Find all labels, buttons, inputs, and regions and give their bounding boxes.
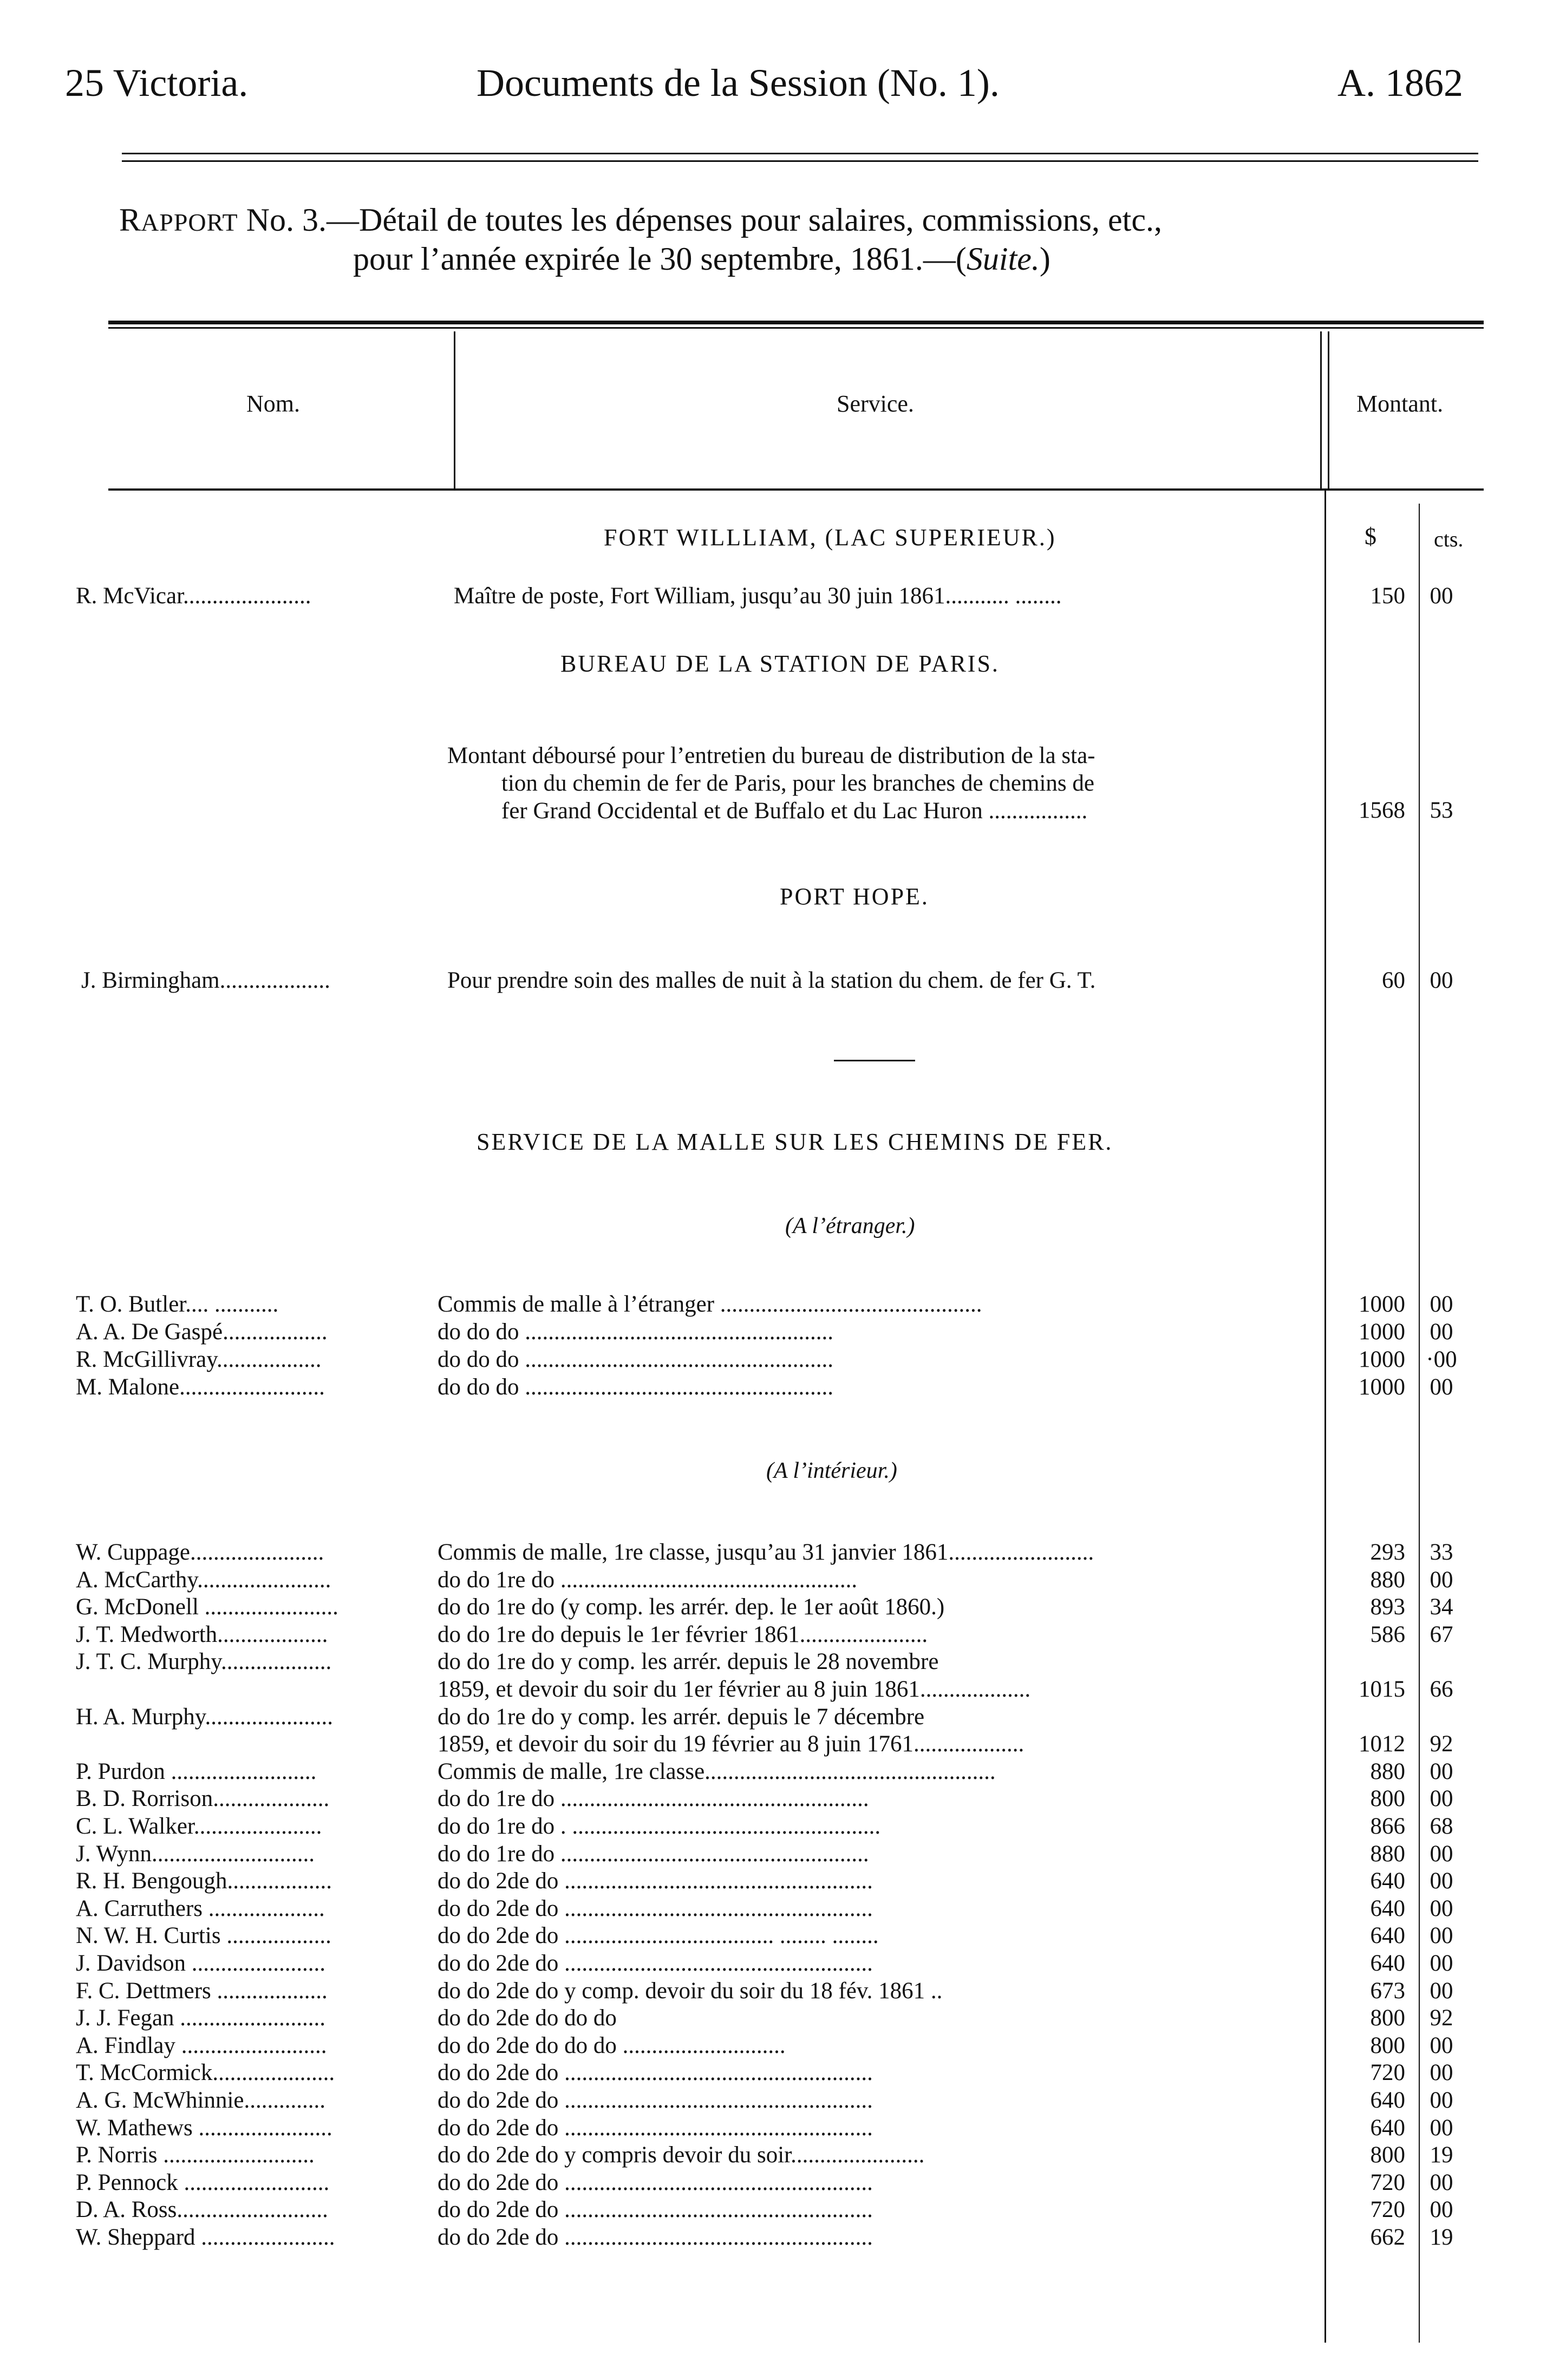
payee-name: H. A. Murphy...................... [76, 1704, 333, 1730]
payee-name: G. McDonell ....................... [76, 1594, 338, 1620]
paris-service-line-2: tion du chemin de fer de Paris, pour les branches de chemins de [501, 771, 1094, 796]
service-description: do do 2de do ..................................................... [438, 2169, 873, 2195]
service-description: do do 2de do ..................................................... [438, 2088, 873, 2113]
amount-dollars: 673 [1370, 1978, 1405, 2004]
section-divider-short [834, 1060, 915, 1061]
amount-cents: 00 [1430, 1868, 1453, 1894]
column-header-service: Service. [837, 390, 914, 417]
payee-name: T. McCormick..................... [76, 2060, 335, 2086]
column-divider-nom-service-head [454, 331, 455, 488]
service-description: do do 1re do ..................................................... [438, 1786, 869, 1812]
report-title-line1 [119, 201, 1162, 239]
amount-cents: 00 [1430, 1319, 1453, 1345]
column-header-nom: Nom. [246, 390, 300, 417]
amount-cents: 19 [1430, 2142, 1453, 2168]
report-title-smallcaps: APPORT [141, 208, 238, 236]
table-row [0, 1950, 1553, 1977]
service-description: Commis de malle, 1re classe.................................................. [438, 1758, 996, 1784]
amount-dollars: 866 [1370, 1814, 1405, 1839]
payee-name: W. Mathews ....................... [76, 2115, 332, 2141]
amount-cents: 00 [1430, 583, 1453, 609]
amount-cents: 92 [1430, 2005, 1453, 2031]
amount-cents: 34 [1430, 1594, 1453, 1620]
amount-dollars: 1568 [1359, 798, 1405, 823]
cents-label: cts. [1434, 527, 1464, 551]
amount-dollars: 880 [1370, 1758, 1405, 1784]
section-heading-fort-william: FORT WILLLIAM, (LAC SUPERIEUR.) [604, 524, 1056, 551]
amount-cents: 00 [1430, 1758, 1453, 1784]
amount-dollars: 640 [1370, 1868, 1405, 1894]
report-title-text: No. 3.—Détail de toutes les dépenses pour salaires, commissions, etc., [246, 202, 1162, 238]
payee-name: R. McVicar...................... [76, 583, 311, 609]
amount-cents: 19 [1430, 2225, 1453, 2250]
report-title-period: pour l’année expirée le 30 septembre, 1861.—( [353, 241, 967, 277]
amount-cents: 92 [1430, 1731, 1453, 1757]
payee-name: P. Purdon ......................... [76, 1758, 317, 1784]
table-row [0, 2087, 1553, 2114]
amount-cents: ·00 [1426, 1347, 1457, 1372]
payee-name: R. McGillivray.................. [76, 1347, 322, 1372]
table-row [0, 1676, 1553, 1703]
service-description: do do 2de do ..................................................... [438, 1951, 873, 1976]
amount-dollars: 880 [1370, 1567, 1405, 1593]
table-row [0, 1922, 1553, 1949]
column-header-rule [108, 488, 1484, 491]
running-header-center: Documents de la Session (No. 1). [477, 61, 1000, 105]
amount-cents: 53 [1430, 798, 1453, 823]
service-description: do do 2de do ..................................................... [438, 2115, 873, 2141]
service-description: do do 1re do . ..................................................... [438, 1814, 881, 1839]
amount-dollars: 640 [1370, 1895, 1405, 1921]
paris-service-line-1: Montant déboursé pour l’entretien du bureau de distribution de la sta- [447, 743, 1095, 768]
amount-dollars: 640 [1370, 2115, 1405, 2141]
table-row [0, 1704, 1553, 1731]
service-description: Commis de malle à l’étranger ............................................. [438, 1292, 982, 1317]
amount-dollars: 1000 [1359, 1292, 1405, 1317]
payee-name: A. McCarthy....................... [76, 1567, 331, 1593]
service-description: do do 2de do ..................................................... [438, 1868, 873, 1894]
payee-name: N. W. H. Curtis .................. [76, 1923, 331, 1949]
payee-name: A. A. De Gaspé.................. [76, 1319, 328, 1345]
amount-dollars: 150 [1370, 583, 1405, 609]
amount-cents: 67 [1430, 1621, 1453, 1647]
payee-name: F. C. Dettmers ................... [76, 1978, 328, 2004]
payee-name: D. A. Ross.......................... [76, 2197, 328, 2223]
service-description: do do do ..................................................... [438, 1347, 833, 1372]
amount-dollars: 1000 [1359, 1319, 1405, 1345]
paris-service-line-3: fer Grand Occidental et de Buffalo et du Lac Huron ................. [501, 798, 1088, 824]
table-row-port-hope [0, 967, 1553, 994]
service-description: do do do ..................................................... [438, 1319, 833, 1345]
report-title-suite: Suite. [966, 241, 1040, 277]
amount-cents: 00 [1430, 968, 1453, 993]
table-row [0, 2032, 1553, 2059]
table-row [0, 1813, 1553, 1840]
column-header-montant: Montant. [1356, 390, 1444, 417]
payee-name: J. Birmingham................... [81, 968, 330, 993]
running-header-left: 25 Victoria. [65, 61, 249, 105]
payee-name: T. O. Butler.... ........... [76, 1292, 279, 1317]
amount-dollars: 800 [1370, 2032, 1405, 2058]
section-heading-bureau-paris: BUREAU DE LA STATION DE PARIS. [560, 650, 1000, 677]
amount-cents: 00 [1430, 1923, 1453, 1949]
service-description: Commis de malle, 1re classe, jusqu’au 31 janvier 1861......................... [438, 1540, 1094, 1565]
amount-dollars: 662 [1370, 2225, 1405, 2250]
table-row [0, 1594, 1553, 1621]
table-row-paris [0, 797, 1553, 824]
header-rule-top [122, 153, 1478, 154]
table-row [0, 1785, 1553, 1812]
payee-name: C. L. Walker...................... [76, 1814, 322, 1839]
payee-name: J. T. Medworth................... [76, 1621, 328, 1647]
amount-cents: 33 [1430, 1540, 1453, 1565]
table-row-fort-william [0, 583, 1553, 610]
service-description: do do 2de do do do ............................ [438, 2032, 786, 2058]
payee-name: A. Carruthers .................... [76, 1895, 325, 1921]
dollar-sign-label: $ [1365, 523, 1376, 550]
report-title-initial: R [119, 202, 141, 238]
service-description: do do 2de do do do [438, 2005, 617, 2031]
table-row [0, 1648, 1553, 1675]
payee-name: J. T. C. Murphy................... [76, 1649, 332, 1675]
table-row [0, 2005, 1553, 2032]
amount-dollars: 640 [1370, 1923, 1405, 1949]
amount-dollars: 1015 [1359, 1677, 1405, 1702]
amount-dollars: 640 [1370, 2088, 1405, 2113]
payee-name: A. Findlay ......................... [76, 2032, 327, 2058]
service-description: do do 1re do (y comp. les arrér. dep. le 1er août 1860.) [438, 1594, 945, 1620]
amount-cents: 00 [1430, 1786, 1453, 1812]
table-top-rule-thin [108, 327, 1484, 329]
table-row [0, 1895, 1553, 1922]
amount-cents: 00 [1430, 1978, 1453, 2004]
service-description: 1859, et devoir du soir du 1er février au 8 juin 1861................... [438, 1677, 1031, 1702]
service-description: do do 2de do y comp. devoir du soir du 18 fév. 1861 .. [438, 1978, 943, 2004]
table-top-rule-thick [108, 321, 1484, 324]
amount-cents: 00 [1430, 1567, 1453, 1593]
payee-name: J. Wynn............................ [76, 1841, 315, 1867]
header-rule-bottom [122, 160, 1478, 162]
amount-dollars: 893 [1370, 1594, 1405, 1620]
payee-name: W. Sheppard ....................... [76, 2225, 335, 2250]
amount-dollars: 880 [1370, 1841, 1405, 1867]
amount-dollars: 800 [1370, 1786, 1405, 1812]
table-row [0, 2115, 1553, 2142]
payee-name: W. Cuppage....................... [76, 1540, 324, 1565]
table-row [0, 1978, 1553, 2005]
amount-dollars: 640 [1370, 1951, 1405, 1976]
payee-name: P. Norris .......................... [76, 2142, 315, 2168]
payee-name: P. Pennock ......................... [76, 2169, 330, 2195]
amount-cents: 00 [1430, 1951, 1453, 1976]
service-description: do do 2de do .................................... ........ ........ [438, 1923, 879, 1949]
service-description: do do do ..................................................... [438, 1374, 833, 1400]
service-description: do do 1re do ..................................................... [438, 1841, 869, 1867]
amount-dollars: 720 [1370, 2169, 1405, 2195]
table-row [0, 1539, 1553, 1566]
payee-name: R. H. Bengough.................. [76, 1868, 332, 1894]
service-description: do do 1re do ................................................... [438, 1567, 858, 1593]
table-row [0, 1319, 1553, 1346]
amount-cents: 00 [1430, 2060, 1453, 2086]
report-title-close: ) [1039, 241, 1050, 277]
service-description: do do 2de do ..................................................... [438, 2197, 873, 2223]
table-row [0, 1868, 1553, 1895]
service-description: do do 1re do y comp. les arrér. depuis le 7 décembre [438, 1704, 925, 1730]
service-description: do do 2de do ..................................................... [438, 1895, 873, 1921]
section-heading-port-hope: PORT HOPE. [780, 883, 929, 910]
amount-cents: 00 [1430, 1895, 1453, 1921]
table-row [0, 1758, 1553, 1785]
amount-cents: 00 [1430, 1292, 1453, 1317]
amount-dollars: 60 [1382, 968, 1405, 993]
payee-name: J. Davidson ....................... [76, 1951, 326, 1976]
payee-name: M. Malone......................... [76, 1374, 325, 1400]
column-divider-service-montant-head-b [1328, 331, 1329, 488]
table-row [0, 1731, 1553, 1758]
amount-cents: 00 [1430, 2197, 1453, 2223]
amount-cents: 00 [1430, 1841, 1453, 1867]
amount-cents: 00 [1430, 2169, 1453, 2195]
amount-dollars: 586 [1370, 1621, 1405, 1647]
table-row [0, 2059, 1553, 2086]
amount-dollars: 720 [1370, 2060, 1405, 2086]
amount-dollars: 1012 [1359, 1731, 1405, 1757]
column-divider-service-montant-head-a [1320, 331, 1322, 488]
service-description: 1859, et devoir du soir du 19 février au 8 juin 1761................... [438, 1731, 1025, 1757]
amount-dollars: 293 [1370, 1540, 1405, 1565]
table-row [0, 2196, 1553, 2223]
amount-dollars: 800 [1370, 2005, 1405, 2031]
payee-name: A. G. McWhinnie.............. [76, 2088, 325, 2113]
payee-name: J. J. Fegan ......................... [76, 2005, 326, 2031]
service-description: Pour prendre soin des malles de nuit à la station du chem. de fer G. T. [447, 968, 1096, 993]
table-row [0, 1291, 1553, 1318]
service-description: Maître de poste, Fort William, jusqu’au 30 juin 1861........... ........ [454, 583, 1062, 609]
table-row [0, 2142, 1553, 2169]
subsection-interieur: (A l’intérieur.) [766, 1458, 897, 1483]
amount-dollars: 800 [1370, 2142, 1405, 2168]
service-description: do do 2de do ..................................................... [438, 2225, 873, 2250]
table-row [0, 1567, 1553, 1594]
table-row [0, 1374, 1553, 1401]
amount-cents: 00 [1430, 2032, 1453, 2058]
service-description: do do 1re do depuis le 1er février 1861...................... [438, 1621, 928, 1647]
amount-cents: 00 [1430, 2115, 1453, 2141]
service-description: do do 2de do ..................................................... [438, 2060, 873, 2086]
amount-dollars: 1000 [1359, 1347, 1405, 1372]
payee-name: B. D. Rorrison.................... [76, 1786, 330, 1812]
amount-dollars: 1000 [1359, 1374, 1405, 1400]
amount-cents: 66 [1430, 1677, 1453, 1702]
amount-cents: 00 [1430, 2088, 1453, 2113]
table-row [0, 2224, 1553, 2251]
service-description: do do 2de do y compris devoir du soir....................... [438, 2142, 925, 2168]
subsection-etranger: (A l’étranger.) [785, 1214, 915, 1238]
table-row [0, 1841, 1553, 1868]
table-row [0, 1621, 1553, 1648]
amount-cents: 68 [1430, 1814, 1453, 1839]
running-header-right: A. 1862 [1337, 61, 1463, 105]
amount-dollars: 720 [1370, 2197, 1405, 2223]
section-heading-service-malle: SERVICE DE LA MALLE SUR LES CHEMINS DE FER. [477, 1129, 1113, 1155]
service-description: do do 1re do y comp. les arrér. depuis le 28 novembre [438, 1649, 939, 1675]
table-row [0, 2169, 1553, 2196]
table-row [0, 1346, 1553, 1373]
report-title-line2 [353, 240, 1050, 278]
amount-cents: 00 [1430, 1374, 1453, 1400]
